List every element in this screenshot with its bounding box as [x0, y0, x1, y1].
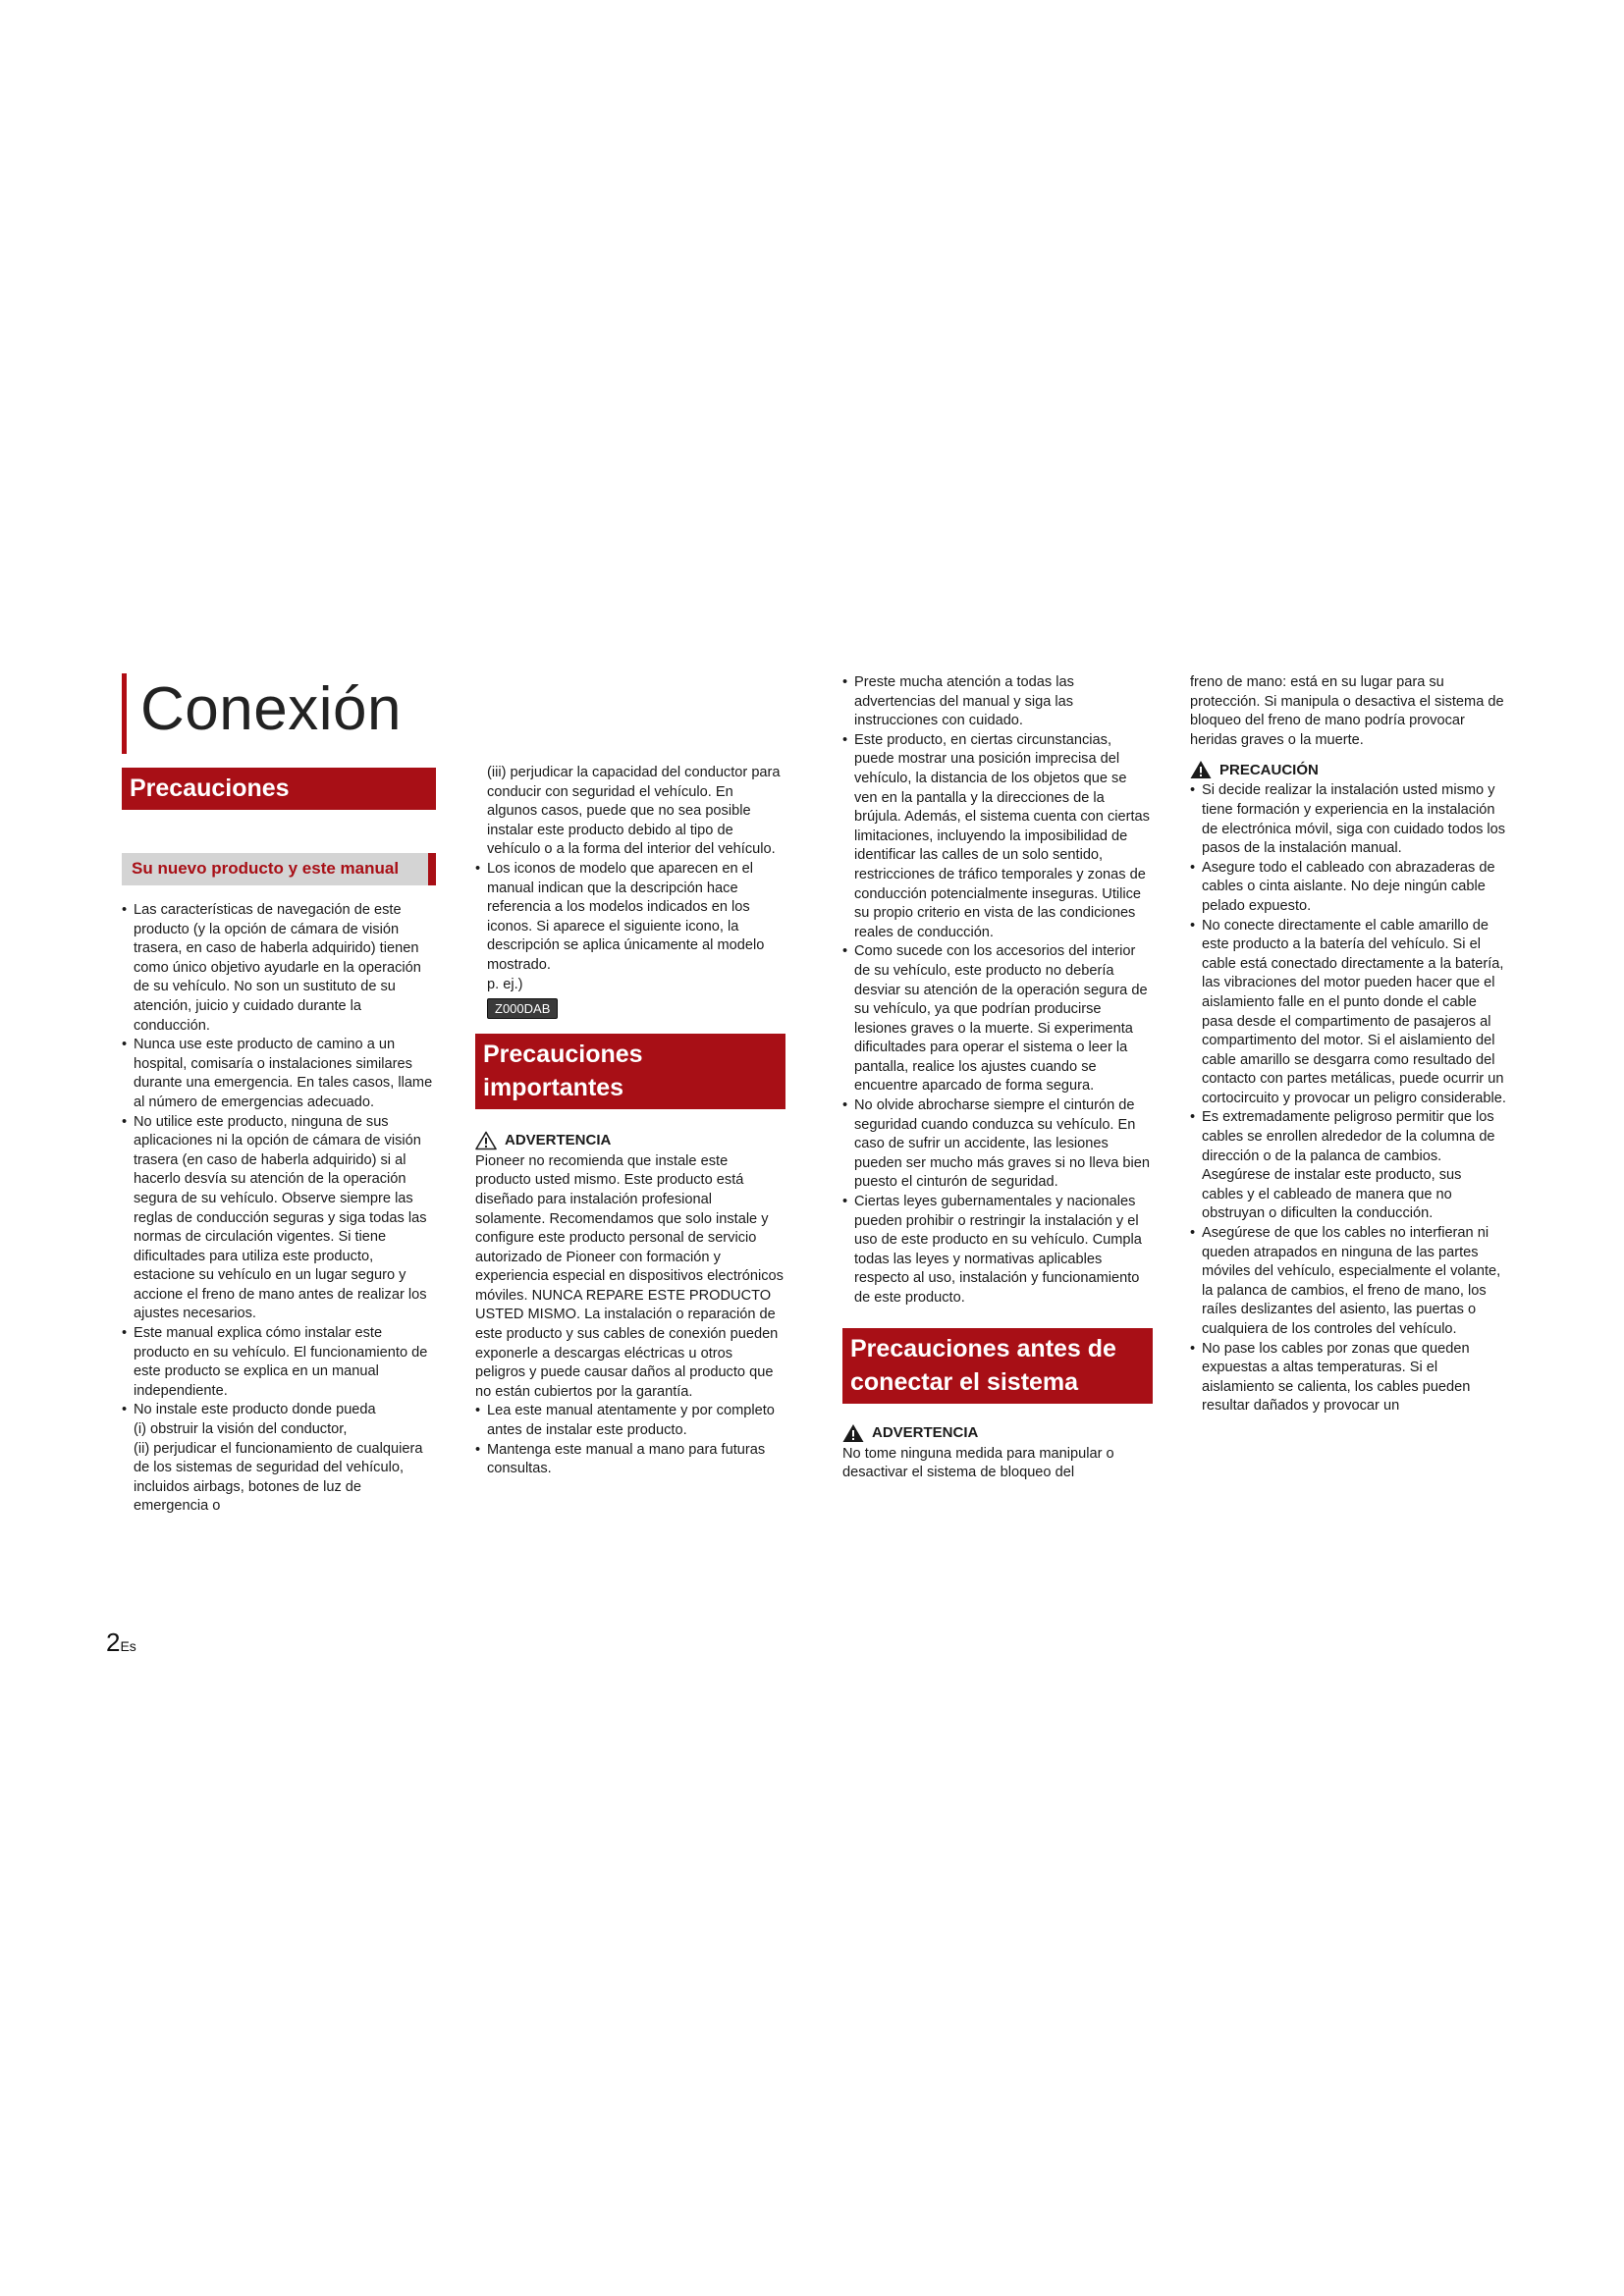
chapter-title: Conexión — [140, 675, 402, 743]
warning-header — [842, 1423, 1153, 1443]
warning-label: ADVERTENCIA — [872, 1423, 979, 1441]
list-item: • No conecte directamente el cable amarillo de este producto a la batería del vehículo. Si el cable está conectado directamente a la batería, las vibraciones del motor pueden hacer que el aislamiento falle en el punto donde el cable pasa desde el compartimento de pasajeros al compartimento del motor. Si el aislamiento del cable amarillo se desgarra como resultado del contacto con partes metálicas, puede ocurrir un cortocircuito y provocar un peligro considerable. — [1190, 917, 1506, 1109]
list-item: • Preste mucha atención a todas las advertencias del manual y siga las instrucciones con cuidado. — [842, 673, 1153, 731]
warning-header — [475, 1131, 785, 1150]
page-number-value: 2 — [106, 1628, 121, 1657]
list-item — [122, 1401, 436, 1517]
warning-outline-icon — [475, 1131, 497, 1150]
list-item: • Mantenga este manual a mano para futuras consultas. — [475, 1441, 785, 1479]
list-item — [475, 860, 785, 1020]
list-item-line: (i) obstruir la visión del conductor, — [134, 1421, 348, 1438]
column-4 — [1190, 673, 1506, 1416]
column2-bullet-list-2 — [475, 1402, 785, 1478]
list-item: • Ciertas leyes gubernamentales y nacionales pueden prohibir o restringir la instalación y el uso de este producto en su vehículo. Cumpla todas las leyes y normativas aplicables respecto al uso, instalación y funcionamiento de este producto. — [842, 1193, 1153, 1308]
section-heading-precauciones-importantes: Precauciones importantes — [475, 1034, 785, 1109]
list-item: • Este manual explica cómo instalar este producto en su vehículo. El funcionamiento de este producto se explica en un manual independiente. — [122, 1324, 436, 1401]
list-item: • Si decide realizar la instalación usted mismo y tiene formación y experiencia en la instalación de electrónica móvil, siga con cuidado todos los pasos de la instalación manual. — [1190, 781, 1506, 858]
column-1 — [122, 768, 436, 1517]
list-item: • Lea este manual atentamente y por completo antes de instalar este producto. — [475, 1402, 785, 1440]
chapter-title-bar — [122, 673, 127, 754]
list-item-line: (ii) perjudicar el funcionamiento de cualquiera de los sistemas de seguridad del vehículo, incluidos airbags, botones de luz de emergencia o — [134, 1440, 423, 1515]
column2-bullet-list — [475, 860, 785, 1020]
list-item-intro: No instale este producto donde pueda — [134, 1402, 376, 1418]
caution-header — [1190, 760, 1506, 779]
list-item: • Nunca use este producto de camino a un hospital, comisaría o instalaciones similares durante una emergencia. En tales casos, llame al número de emergencias adecuado. — [122, 1036, 436, 1112]
warning-paragraph: No tome ninguna medida para manipular o desactivar el sistema de bloqueo del — [842, 1445, 1114, 1481]
warning-filled-icon — [842, 1423, 864, 1443]
section-heading-antes-de-conectar: Precauciones antes de conectar el sistema — [842, 1328, 1153, 1404]
list-item: • No olvide abrocharse siempre el cinturón de seguridad cuando conduzca su vehículo. En caso de sufrir un accidente, las lesiones pueden ser mucho más graves si no lleva bien puesto el cinturón de seguridad. — [842, 1096, 1153, 1193]
list-item: • Como sucede con los accesorios del interior de su vehículo, este producto no debería desviar su atención de la operación segura de su vehículo, ya que podrían producirse lesiones graves o la muerte. Si experimenta dificultades para operar el sistema o leer la pantalla, realice los ajustes cuando se encuentre aparcado de forma segura. — [842, 942, 1153, 1096]
continued-paragraph: (iii) perjudicar la capacidad del conductor para conducir con seguridad el vehículo. En algunos casos, puede que no sea posible instalar este producto debido al tipo de vehículo o a la forma del interior del vehículo. — [487, 765, 781, 858]
warning-paragraph: Pioneer no recomienda que instale este producto usted mismo. Este producto está diseñado para instalación profesional solamente. Recomendamos que solo instale y configure este producto personal de servicio autorizado de Pioneer con formación y experiencia especial en dispositivos electrónicos móviles. NUNCA REPARE ESTE PRODUCTO USTED MISMO. La instalación o reparación de este producto y sus cables de conexión pueden exponerle a descargas eléctricas u otros peligros y puede causar daños al producto que no están cubiertos por la garantía. — [475, 1152, 784, 1400]
section-heading-precauciones: Precauciones — [122, 768, 436, 810]
section1-bullet-list — [122, 901, 436, 1517]
warning-label: ADVERTENCIA — [505, 1131, 612, 1148]
column-2 — [475, 764, 785, 1479]
icons-bullet-text: Los iconos de modelo que aparecen en el manual indican que la descripción hace referencia a los modelos indicados en los iconos. Si aparece el siguiente icono, la descripción se aplica únicamente al modelo mostrado. — [487, 860, 765, 973]
list-item: • Las características de navegación de este producto (y la opción de cámara de visión trasera, en caso de haberla adquirido) tienen como único objetivo ayudarle en la operación de su vehículo. No son un sustituto de su atención, juicio y cuidado durante la conducción. — [122, 901, 436, 1036]
continued-paragraph: freno de mano: está en su lugar para su protección. Si manipula o desactiva el sistema de bloqueo del freno de mano podría provocar heridas graves o la muerte. — [1190, 674, 1504, 748]
list-item: • Este producto, en ciertas circunstancias, puede mostrar una posición imprecisa del vehículo, la distancia de los objetos que se ven en la pantalla y la direcciones de la brújula. Además, el sistema cuenta con ciertas limitaciones, incluyendo la imposibilidad de identificar las calles de un solo sentido, restricciones de tráfico temporales y zonas de conducción potencialmente inseguras. Utilice su propio criterio en vista de las condiciones reales de conducción. — [842, 731, 1153, 943]
caution-filled-icon — [1190, 760, 1212, 779]
caution-label: PRECAUCIÓN — [1219, 761, 1319, 778]
page-number — [106, 1628, 136, 1658]
list-item: • No utilice este producto, ninguna de sus aplicaciones ni la opción de cámara de visión trasera (en caso de haberla adquirido) si al hacerlo desvía su atención de la operación segura de su vehículo. Observe siempre las reglas de conducción seguras y siga todas las normas de circulación vigentes. Si tiene dificultades para utiliza este producto, estacione su vehículo en un lugar seguro y accione el freno de mano antes de realizar los ajustes necesarios. — [122, 1113, 436, 1325]
column-3 — [842, 673, 1153, 1483]
language-code: Es — [120, 1638, 136, 1654]
list-item: • Asegure todo el cableado con abrazaderas de cables o cinta aislante. No deje ningún cable pelado expuesto. — [1190, 859, 1506, 917]
model-icon-badge: Z000DAB — [487, 998, 558, 1019]
example-label: p. ej.) — [487, 976, 523, 992]
column3-bullet-list — [842, 673, 1153, 1308]
list-item: • Es extremadamente peligroso permitir que los cables se enrollen alrededor de la columna de dirección o de la palanca de cambios. Asegúrese de instalar este producto, sus cables y el cableado de manera que no obstruyan o dificulten la conducción. — [1190, 1108, 1506, 1224]
column4-bullet-list — [1190, 781, 1506, 1416]
list-item: • No pase los cables por zonas que queden expuestas a altas temperaturas. Si el aislamiento se calienta, los cables pueden resultar dañados y provocar un — [1190, 1340, 1506, 1416]
subheading-nuevo-producto: Su nuevo producto y este manual — [122, 853, 436, 885]
list-item: • Asegúrese de que los cables no interfieran ni queden atrapados en ninguna de las partes móviles del vehículo, especialmente el volante, la palanca de cambios, el freno de mano, los raíles deslizantes del asiento, las puertas o cualquiera de los controles del vehículo. — [1190, 1224, 1506, 1340]
